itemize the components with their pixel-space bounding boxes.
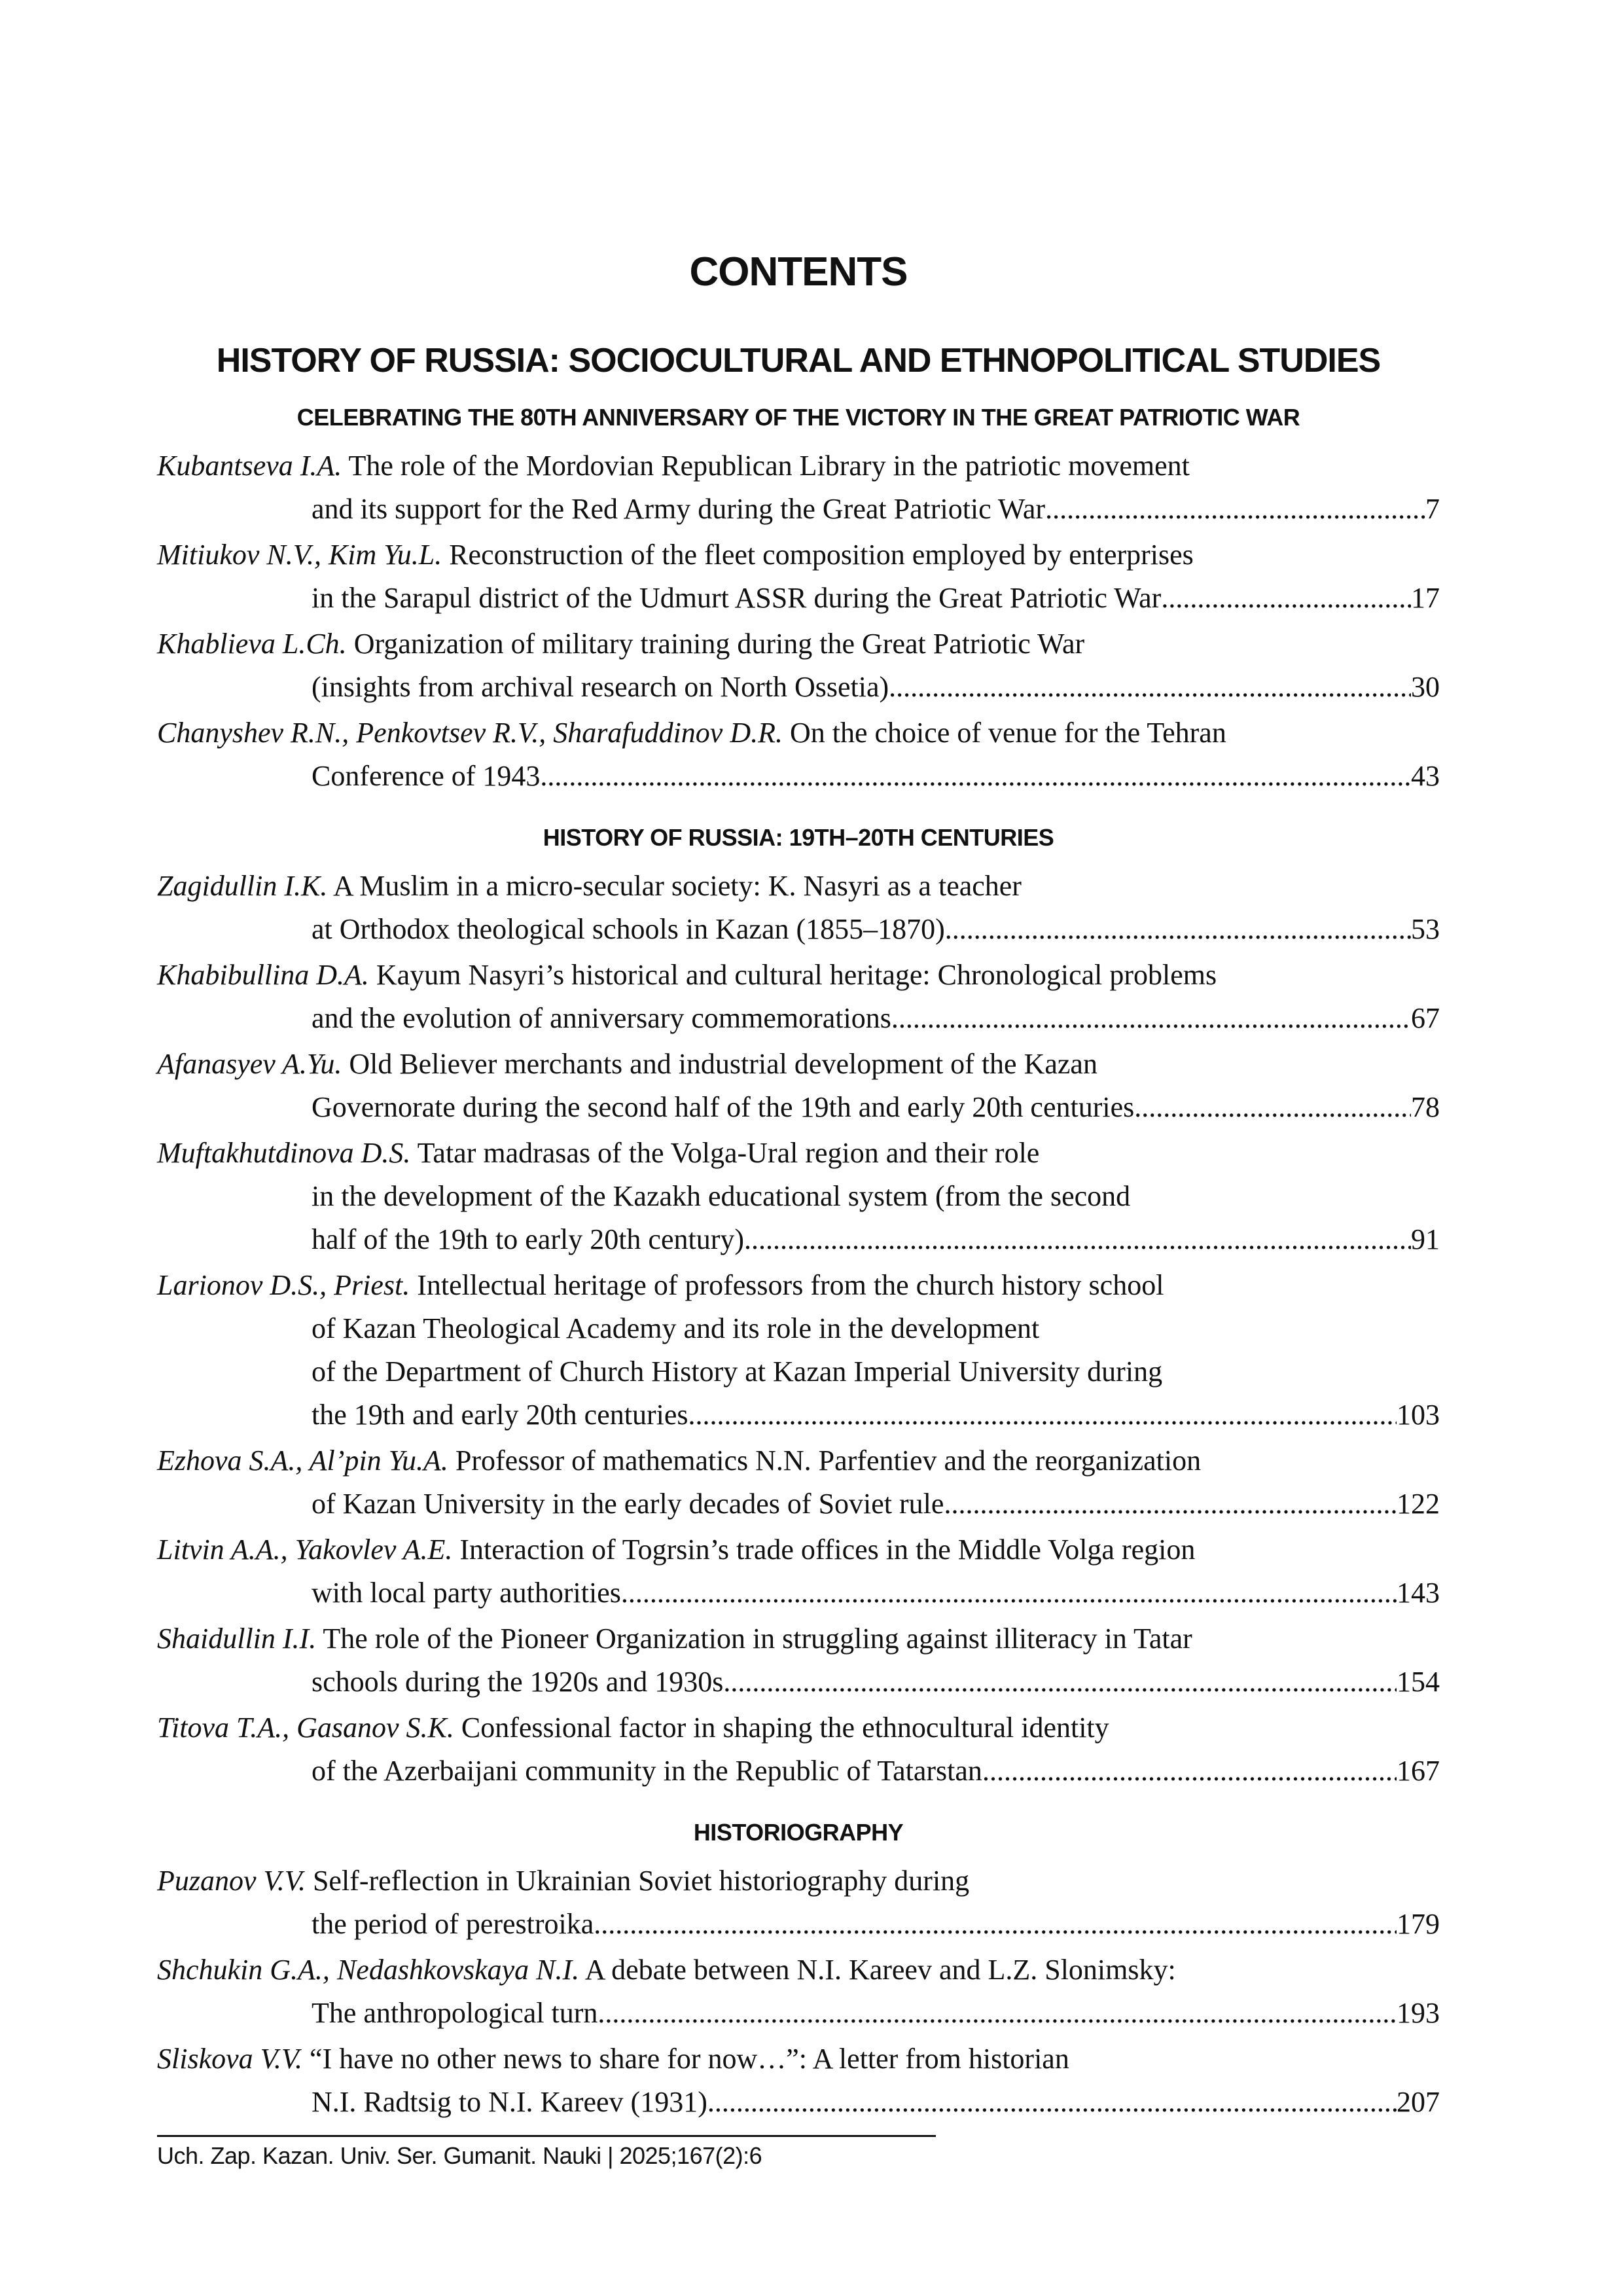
entry-title-line: Conference of 1943	[312, 760, 541, 792]
entry-title-line: A debate between N.I. Kareev and L.Z. Slonimsky:	[584, 1954, 1176, 1986]
entry-authors: Muftakhutdinova D.S.	[157, 1137, 411, 1169]
dot-leader	[744, 1218, 1411, 1261]
page-number[interactable]: 154	[1397, 1666, 1440, 1698]
page-number[interactable]: 143	[1397, 1577, 1440, 1609]
entry-title-line: schools during the 1920s and 1930s	[312, 1666, 724, 1698]
entry-title-line: Tatar madrasas of the Volga-Ural region and their role	[417, 1137, 1040, 1169]
table-of-contents	[157, 404, 1440, 2124]
entry-title-line: and the evolution of anniversary commemorations	[312, 1002, 891, 1034]
toc-entry[interactable]	[157, 865, 1440, 951]
page-number[interactable]: 17	[1411, 582, 1440, 614]
toc-entry[interactable]	[157, 1132, 1440, 1261]
page-number[interactable]: 30	[1411, 671, 1440, 703]
entry-authors: Sliskova V.V.	[157, 2043, 303, 2075]
page-number[interactable]: 193	[1397, 1997, 1440, 2029]
entry-title-line: half of the 19th to early 20th century)	[312, 1223, 745, 1255]
entry-title-line: “I have no other news to share for now…”: A letter from historian	[310, 2043, 1069, 2075]
dot-leader	[723, 1660, 1397, 1704]
journal-citation-footer: Uch. Zap. Kazan. Univ. Ser. Gumanit. Nauki | 2025;167(2):6	[157, 2135, 936, 2170]
entry-title-line: Confessional factor in shaping the ethnocultural identity	[461, 1712, 1109, 1744]
entry-title-line: Intellectual heritage of professors from the church history school	[417, 1269, 1164, 1301]
entry-title-line: On the choice of venue for the Tehran	[790, 717, 1226, 749]
entry-authors: Kubantseva I.A.	[157, 450, 342, 482]
subsection-title: HISTORY OF RUSSIA: 19TH–20TH CENTURIES	[543, 824, 1054, 851]
page-title: CONTENTS	[689, 249, 908, 295]
dot-leader	[597, 1992, 1397, 2035]
toc-entry[interactable]	[157, 1264, 1440, 1437]
entry-authors: Titova T.A., Gasanov S.K.	[157, 1712, 454, 1744]
page-number[interactable]: 7	[1425, 493, 1440, 525]
entry-title-line: in the development of the Kazakh educational system (from the second	[312, 1180, 1131, 1212]
entry-title-line: Self-reflection in Ukrainian Soviet historiography during	[312, 1865, 970, 1897]
toc-entry[interactable]	[157, 1706, 1440, 1793]
page-number[interactable]: 179	[1397, 1908, 1440, 1940]
toc-entry[interactable]	[157, 954, 1440, 1040]
entry-title-line: Organization of military training during the Great Patriotic War	[353, 628, 1085, 660]
entry-title-line: The role of the Mordovian Republican Library in the patriotic movement	[348, 450, 1190, 482]
entry-authors: Mitiukov N.V., Kim Yu.L.	[157, 539, 442, 571]
page-number[interactable]: 103	[1397, 1399, 1440, 1431]
dot-leader	[707, 2081, 1397, 2124]
toc-entry[interactable]	[157, 1528, 1440, 1615]
page-number[interactable]: 78	[1411, 1091, 1440, 1123]
dot-leader	[982, 1749, 1397, 1793]
dot-leader	[889, 666, 1411, 709]
entry-title-line: with local party authorities	[312, 1577, 621, 1609]
entry-title-line: Governorate during the second half of the 19th and early 20th centuries	[312, 1091, 1135, 1123]
dot-leader	[1161, 577, 1411, 620]
subsection-title: HISTORIOGRAPHY	[693, 1819, 904, 1846]
entry-authors: Larionov D.S., Priest.	[157, 1269, 410, 1301]
dot-leader	[621, 1571, 1397, 1615]
entry-title-line: N.I. Radtsig to N.I. Kareev (1931)	[312, 2086, 707, 2118]
dot-leader	[1134, 1086, 1411, 1129]
dot-leader	[944, 1482, 1397, 1526]
toc-entry[interactable]	[157, 2037, 1440, 2124]
entry-title-line: Interaction of Togrsin’s trade offices in the Middle Volga region	[459, 1534, 1196, 1566]
toc-entry[interactable]	[157, 533, 1440, 620]
entry-title-line: Reconstruction of the fleet composition employed by enterprises	[449, 539, 1194, 571]
entry-authors: Shaidullin I.I.	[157, 1623, 317, 1655]
page-number[interactable]: 43	[1411, 760, 1440, 792]
page-number[interactable]: 91	[1411, 1223, 1440, 1255]
toc-entry[interactable]	[157, 711, 1440, 798]
dot-leader	[688, 1393, 1397, 1437]
entry-title-line: of the Azerbaijani community in the Republic of Tatarstan	[312, 1755, 982, 1787]
subsection-title: CELEBRATING THE 80TH ANNIVERSARY OF THE VICTORY IN THE GREAT PATRIOTIC WAR	[296, 404, 1300, 431]
contents-page	[157, 249, 1440, 2126]
dot-leader	[540, 755, 1411, 798]
page-number[interactable]: 167	[1397, 1755, 1440, 1787]
entry-authors: Litvin A.A., Yakovlev A.E.	[157, 1534, 453, 1566]
entry-title-line: A Muslim in a micro-secular society: K. Nasyri as a teacher	[332, 870, 1022, 902]
toc-entry[interactable]	[157, 1043, 1440, 1129]
toc-entry[interactable]	[157, 622, 1440, 709]
dot-leader	[1045, 488, 1425, 531]
entry-title-line: The anthropological turn	[312, 1997, 598, 2029]
entry-title-line: Kayum Nasyri’s historical and cultural heritage: Chronological problems	[376, 959, 1217, 991]
section-title: HISTORY OF RUSSIA: SOCIOCULTURAL AND ETHNOPOLITICAL STUDIES	[216, 342, 1381, 380]
page-number[interactable]: 53	[1411, 913, 1440, 945]
entry-title-line: Professor of mathematics N.N. Parfentiev and the reorganization	[455, 1444, 1202, 1477]
entry-title-line: the period of perestroika	[312, 1908, 594, 1940]
entry-title-line: Old Believer merchants and industrial development of the Kazan	[349, 1048, 1097, 1080]
entry-authors: Khabibullina D.A.	[157, 959, 369, 991]
toc-entry[interactable]	[157, 1439, 1440, 1526]
entry-title-line: the 19th and early 20th centuries	[312, 1399, 688, 1431]
entry-authors: Ezhova S.A., Al’pin Yu.A.	[157, 1444, 448, 1477]
entry-authors: Puzanov V.V.	[157, 1865, 306, 1897]
page-number[interactable]: 67	[1411, 1002, 1440, 1034]
toc-entry[interactable]	[157, 1948, 1440, 2035]
entry-title-line: (insights from archival research on North Ossetia)	[312, 671, 889, 703]
entry-title-line: of Kazan Theological Academy and its role in the development	[312, 1312, 1040, 1344]
dot-leader	[945, 908, 1411, 951]
entry-title-line: of the Department of Church History at Kazan Imperial University during	[312, 1355, 1163, 1388]
entry-authors: Khablieva L.Ch.	[157, 628, 347, 660]
entry-authors: Zagidullin I.K.	[157, 870, 328, 902]
entry-title-line: of Kazan University in the early decades of Soviet rule	[312, 1488, 944, 1520]
entry-title-line: at Orthodox theological schools in Kazan (1855–1870)	[312, 913, 945, 945]
toc-entry[interactable]	[157, 1859, 1440, 1946]
entry-authors: Shchukin G.A., Nedashkovskaya N.I.	[157, 1954, 580, 1986]
page-number[interactable]: 122	[1397, 1488, 1440, 1520]
entry-title-line: The role of the Pioneer Organization in struggling against illiteracy in Tatar	[323, 1623, 1192, 1655]
entry-title-line: in the Sarapul district of the Udmurt ASSR during the Great Patriotic War	[312, 582, 1162, 614]
dot-leader	[594, 1903, 1397, 1946]
entry-authors: Chanyshev R.N., Penkovtsev R.V., Sharafuddinov D.R.	[157, 717, 783, 749]
page-number[interactable]: 207	[1397, 2086, 1440, 2118]
toc-entry[interactable]	[157, 444, 1440, 531]
entry-title-line: and its support for the Red Army during the Great Patriotic War	[312, 493, 1046, 525]
dot-leader	[891, 997, 1411, 1040]
entry-authors: Afanasyev A.Yu.	[157, 1048, 342, 1080]
toc-entry[interactable]	[157, 1617, 1440, 1704]
